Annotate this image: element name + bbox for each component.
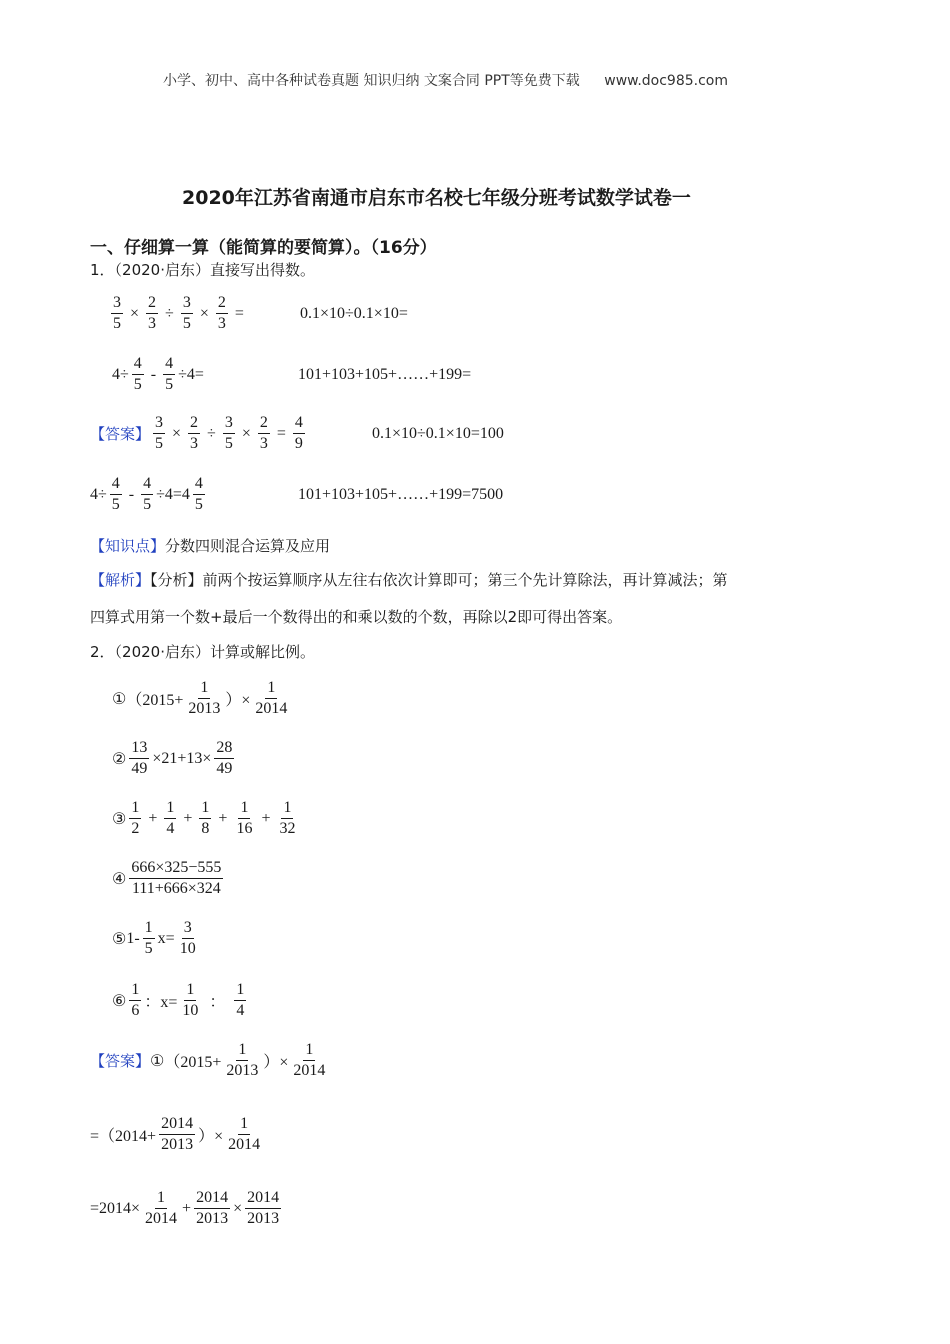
q1-expression-4: 101+103+105+……+199= — [298, 366, 472, 383]
q2-problem-3: ③ $\frac{1}{2}$ + $\frac{1}{4}$ + $\frac{1}{8}$ + $\frac{1}{16}$ + $\frac{1}{32}$ — [112, 799, 296, 837]
q2-problem-6: ⑥ $\frac{1}{6}$ ：x= $\frac{1}{10}$ ： $\frac{1}{4}$ — [112, 981, 245, 1019]
page-title: 2020年江苏省南通市启东市名校七年级分班考试数学试卷一 — [182, 187, 691, 209]
q1-answer-4: 101+103+105+……+199=7500 — [298, 486, 504, 503]
site-header — [163, 70, 728, 90]
q2-answer-step-2: =（2014+ $\frac{2014}{2013}$ ）× $\frac{1}{2014}$ — [90, 1115, 261, 1153]
q1-answer-2: 0.1×10÷0.1×10=100 — [372, 425, 504, 442]
q1-expression-2: 0.1×10÷0.1×10= — [300, 305, 408, 322]
question-1-stem: 1．（2020·启东）直接写出得数。 — [90, 261, 315, 279]
q1-answer-3: 4÷ $\frac{4}{5}$ - $\frac{4}{5}$ ÷4=4 $\frac{4}{5}$ — [90, 475, 203, 513]
header-site-link[interactable]: www.doc985.com — [604, 73, 728, 89]
header-text: 小学、初中、高中各种试卷真题 知识归纳 文案合同 PPT等免费下载 — [163, 73, 580, 89]
q2-problem-1: ① （2015+ $\frac{1}{2013}$ ）× $\frac{1}{2014}$ — [112, 679, 288, 717]
section-heading: 一、仔细算一算（能简算的要简算）。（16分） — [90, 238, 437, 258]
analysis-line-2: 四算式用第一个数+最后一个数得出的和乘以数的个数，再除以2即可得出答案。 — [90, 608, 623, 626]
answer-tag: 【答案】 — [90, 425, 151, 443]
q2-answer-step-1: 【答案】 ① （2015+ $\frac{1}{2013}$ ）× $\frac{1}{2014}$ — [90, 1041, 326, 1079]
q1-expression-3: 4÷ $\frac{4}{5}$ - $\frac{4}{5}$ ÷4= — [112, 355, 204, 393]
q2-problem-5: ⑤ 1- $\frac{1}{5}$ x= $\frac{3}{10}$ — [112, 919, 196, 957]
analysis-line-1: 【解析】【分析】前两个按运算顺序从左往右依次计算即可；第三个先计算除法，再计算减法；第 — [90, 571, 728, 589]
knowledge-point: 【知识点】分数四则混合运算及应用 — [90, 537, 331, 555]
q2-problem-2: ② $\frac{13}{49}$ ×21+13× $\frac{28}{49}$ — [112, 739, 233, 777]
q2-problem-4: ④ $\frac{666\times 325-555}{111+666\times 324}$ — [112, 859, 222, 897]
q2-answer-step-3: =2014× $\frac{1}{2014}$ + $\frac{2014}{2013}$ × $\frac{2014}{2013}$ — [90, 1189, 280, 1227]
q1-expression-1: $\frac{3}{5}$ × $\frac{2}{3}$ ÷ $\frac{3}{5}$ × $\frac{2}{3}$ = — [113, 294, 244, 332]
question-2-stem: 2．（2020·启东）计算或解比例。 — [90, 643, 315, 661]
q1-answer-1: 【答案】 $\frac{3}{5}$ × $\frac{2}{3}$ ÷ $\frac{3}{5}$ × $\frac{2}{3}$ = $\frac{4}{9}$ — [90, 414, 303, 452]
